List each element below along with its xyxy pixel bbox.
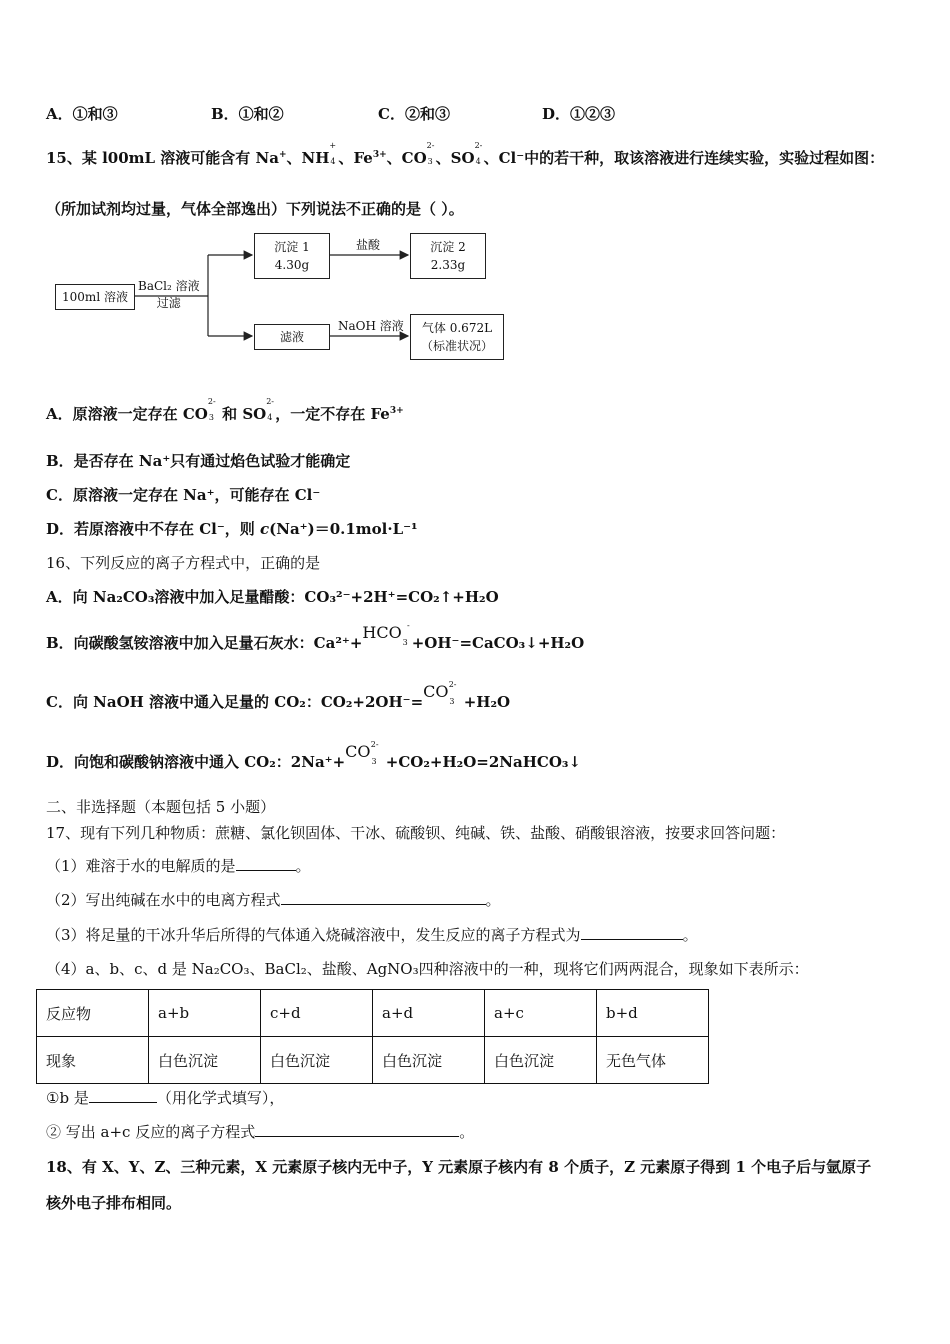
flow-reagent2: 盐酸 xyxy=(356,238,381,252)
q17-part3: （3）将足量的干冰升华后所得的气体通入烧碱溶液中，发生反应的离子方程式为 。 xyxy=(46,926,698,944)
q17-part2: （2）写出纯碱在水中的电离方程式 。 xyxy=(46,891,501,909)
flow-start-box: 100ml 溶液 xyxy=(55,284,135,310)
q16-option-c: C．向 NaOH 溶液中通入足量的 CO₂：CO₂+2OH⁻=CO 2- 3 +H₂O xyxy=(46,680,511,711)
q17-part1: （1）难溶于水的电解质的是 。 xyxy=(46,857,311,875)
q17-part4: （4）a、b、c、d 是 Na₂CO₃、BaCl₂、盐酸、AgNO₃四种溶液中的一种，现将它们两两混合，现象如下表所示： xyxy=(46,960,809,978)
q15-option-d: D．若原溶液中不存在 Cl⁻，则 c(Na⁺)＝0.1mol·L⁻¹ xyxy=(46,520,418,538)
section2-title: 二、非选择题（本题包括 5 小题） xyxy=(46,798,276,816)
q18-line2: 核外电子排布相同。 xyxy=(46,1194,182,1212)
table-cell: 反应物 xyxy=(37,990,149,1037)
table-cell: c+d xyxy=(261,990,373,1037)
q14-option-a: A．①和③ xyxy=(46,105,118,123)
q17-sub1: ①b 是 （用化学式填写）， xyxy=(46,1089,285,1107)
q14-option-c: C．②和③ xyxy=(378,105,450,123)
q16-option-d: D．向饱和碳酸钠溶液中通入 CO₂：2Na⁺+CO 2- 3 +CO₂+H₂O=2NaHCO₃↓ xyxy=(46,740,582,771)
flow-filtrate-box: 滤液 xyxy=(254,324,330,350)
table-cell: 现象 xyxy=(37,1037,149,1084)
table-cell: 白色沉淀 xyxy=(261,1037,373,1084)
flow-precipitate1-box: 沉淀 1 4.30g xyxy=(254,233,330,279)
table-cell: a+c xyxy=(485,990,597,1037)
q17-sub2: ② 写出 a+c 反应的离子方程式 。 xyxy=(46,1123,475,1141)
q17-observation-table xyxy=(36,989,709,1084)
table-cell: 白色沉淀 xyxy=(149,1037,261,1084)
q17-stem: 17、现有下列几种物质：蔗糖、氯化钡固体、干冰、硫酸钡、纯碱、铁、盐酸、硝酸银溶液，按要求回答问题： xyxy=(46,824,786,842)
flow-precipitate2-box: 沉淀 2 2.33g xyxy=(410,233,486,279)
q15-option-c: C．原溶液一定存在 Na⁺，可能存在 Cl⁻ xyxy=(46,486,321,504)
q15-stem: 15、某 l00mL 溶液可能含有 Na+、NH + 4 、$Fe^{3+}$、CO 2- 3 、SO 2- 4 、Cl⁻中的若干种，取该溶液进行连续实验，实验过程如图： xyxy=(46,141,885,167)
table-header-row xyxy=(37,990,709,1037)
q15-stem-line2: （所加试剂均过量，气体全部逸出）下列说法不正确的是（ ）。 xyxy=(46,200,464,218)
q16-option-b: B．向碳酸氢铵溶液中加入足量石灰水：Ca²⁺+HCO - 3 +OH⁻=CaCO₃↓+H₂O xyxy=(46,621,585,652)
table-cell: a+d xyxy=(373,990,485,1037)
q18-line1: 18、有 X、Y、Z、三种元素，X 元素原子核内无中子，Y 元素原子核内有 8 个质子，Z 元素原子得到 1 个电子后与氩原子 xyxy=(46,1158,872,1176)
table-cell: 白色沉淀 xyxy=(373,1037,485,1084)
flow-reagent1: BaCl₂ 溶液 过滤 xyxy=(138,279,200,310)
table-cell: b+d xyxy=(597,990,709,1037)
q15-option-b: B．是否存在 Na⁺只有通过焰色试验才能确定 xyxy=(46,452,351,470)
table-row xyxy=(37,1037,709,1084)
flow-gas-box: 气体 0.672L （标准状况） xyxy=(410,314,504,360)
table-cell: 无色气体 xyxy=(597,1037,709,1084)
table-cell: a+b xyxy=(149,990,261,1037)
flow-reagent3: NaOH 溶液 xyxy=(338,319,404,333)
q16-stem: 16、下列反应的离子方程式中，正确的是 xyxy=(46,554,321,572)
q14-option-d: D．①②③ xyxy=(542,105,616,123)
q15-option-a: A．原溶液一定存在 CO 2- 3 和 SO 2- 4 ，一定不存在 $Fe^{3+}$ xyxy=(46,397,404,423)
q16-option-a: A．向 Na₂CO₃溶液中加入足量醋酸：CO₃²⁻+2H⁺=CO₂↑+H₂O xyxy=(46,588,499,606)
table-cell: 白色沉淀 xyxy=(485,1037,597,1084)
q14-option-b: B．①和② xyxy=(211,105,284,123)
